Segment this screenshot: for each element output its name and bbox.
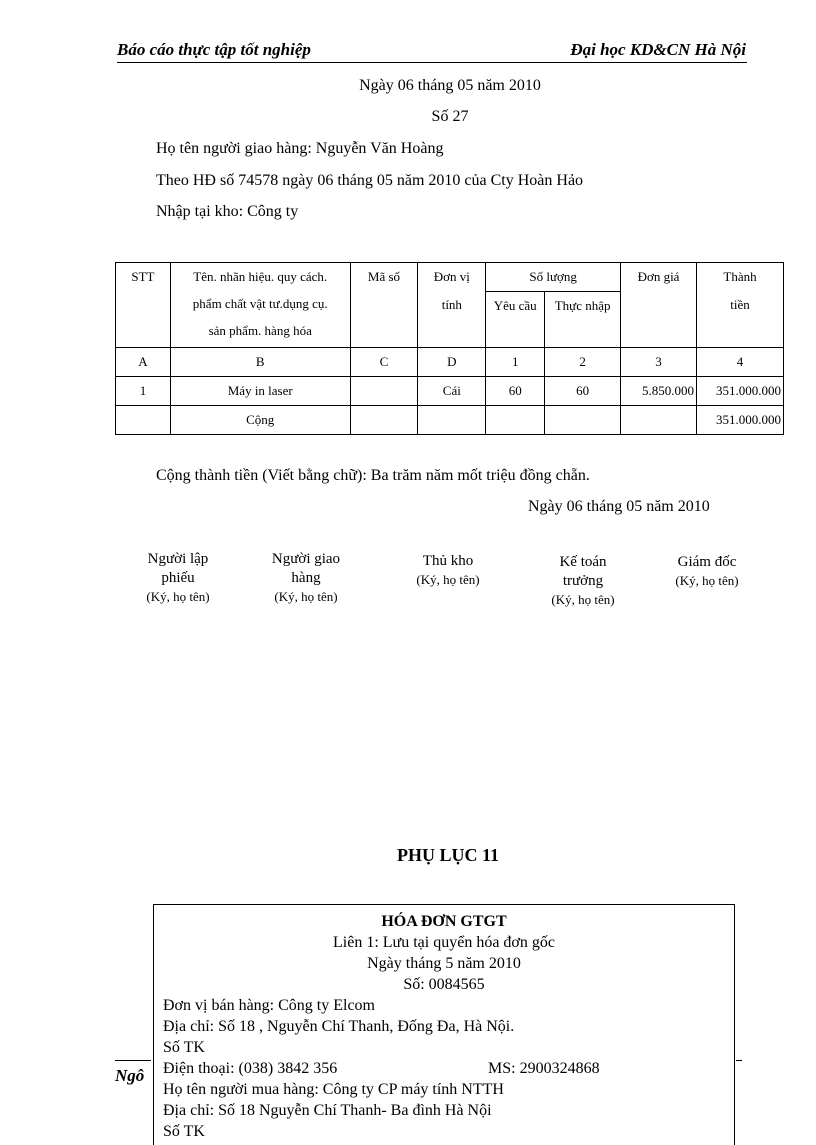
- signature-deliverer: Người giao hàng (Ký, họ tên): [271, 551, 341, 604]
- contract-line: Theo HĐ số 74578 ngày 06 tháng 05 năm 2010 của Cty Hoàn Hảo: [156, 172, 584, 189]
- col-price-header: Đơn giá: [621, 263, 697, 348]
- row-unit: Cái: [418, 377, 486, 406]
- footer-divider-right: [736, 1060, 742, 1061]
- invoice-phone-row: [154, 1058, 734, 1079]
- total-amount: 351.000.000: [696, 406, 783, 435]
- row-amount: 351.000.000: [696, 377, 783, 406]
- invoice-seller: Đơn vị bán hàng: Công ty Elcom: [163, 997, 375, 1014]
- col-stt-header: STT: [116, 263, 171, 348]
- col-qty-required-header: Yêu cầu: [486, 292, 545, 348]
- invoice-phone: Điện thoại: (038) 3842 356: [163, 1060, 338, 1077]
- row-code: [350, 377, 418, 406]
- signature-date: Ngày 06 tháng 05 năm 2010: [528, 498, 710, 515]
- signature-preparer: Người lập phiếu (Ký, họ tên): [146, 551, 210, 604]
- code-cell: 2: [545, 348, 621, 377]
- row-name: Máy in laser: [170, 377, 350, 406]
- receipt-number: Số 27: [431, 108, 469, 125]
- row-qty-required: 60: [486, 377, 545, 406]
- code-cell: A: [116, 348, 171, 377]
- col-name-header: Tên. nhãn hiệu. quy cách. phẩm chất vật tư.dụng cụ. sản phẩm. hàng hóa: [170, 263, 350, 348]
- header-divider: [117, 62, 747, 63]
- footer-divider: [115, 1060, 151, 1061]
- code-cell: B: [170, 348, 350, 377]
- report-title-header: Báo cáo thực tập tốt nghiệp: [117, 40, 311, 59]
- invoice-buyer-account: Số TK: [163, 1123, 205, 1140]
- invoice-number: Số: 0084565: [403, 976, 485, 993]
- row-price: 5.850.000: [621, 377, 697, 406]
- col-code-header: Mã số: [350, 263, 418, 348]
- code-cell: 4: [696, 348, 783, 377]
- col-amount-header: Thành tiền: [696, 263, 783, 348]
- vat-invoice-box: [153, 904, 735, 1145]
- code-cell: 3: [621, 348, 697, 377]
- invoice-seller-address: Địa chỉ: Số 18 , Nguyễn Chí Thanh, Đống Đa, Hà Nội.: [163, 1018, 515, 1035]
- university-header: Đại học KD&CN Hà Nội: [570, 40, 746, 59]
- receipt-date: Ngày 06 tháng 05 năm 2010: [359, 77, 541, 94]
- code-cell: D: [418, 348, 486, 377]
- invoice-copy: Liên 1: Lưu tại quyển hóa đơn gốc: [333, 934, 555, 951]
- col-qty-header: Số lượng: [486, 263, 621, 292]
- invoice-buyer-address: Địa chỉ: Số 18 Nguyễn Chí Thanh- Ba đình Hà Nội: [163, 1102, 492, 1119]
- signature-chief-accountant: Kế toán trưởng (Ký, họ tên): [551, 554, 615, 607]
- appendix-title: PHỤ LỤC 11: [396, 845, 499, 865]
- invoice-account: Số TK: [163, 1039, 205, 1056]
- table-row: [116, 377, 784, 406]
- invoice-date: Ngày tháng 5 năm 2010: [367, 955, 521, 972]
- signature-director: Giám đốc (Ký, họ tên): [675, 554, 739, 588]
- invoice-buyer: Họ tên người mua hàng: Công ty CP máy tính NTTH: [163, 1081, 504, 1098]
- goods-receipt-table: [115, 262, 784, 435]
- table-code-row: [116, 348, 784, 377]
- code-cell: 1: [486, 348, 545, 377]
- invoice-title: HÓA ĐƠN GTGT: [381, 913, 507, 930]
- footer-author-stub: Ngô: [115, 1066, 145, 1085]
- invoice-tax-code: MS: 2900324868: [488, 1060, 600, 1077]
- col-qty-actual-header: Thực nhập: [545, 292, 621, 348]
- code-cell: C: [350, 348, 418, 377]
- deliverer-line: Họ tên người giao hàng: Nguyễn Văn Hoàng: [156, 140, 444, 157]
- signature-storekeeper: Thủ kho (Ký, họ tên): [416, 553, 480, 587]
- col-unit-header: Đơn vị tính: [418, 263, 486, 348]
- amount-in-words: Cộng thành tiền (Viết bằng chữ): Ba trăm năm mốt triệu đồng chẵn.: [156, 467, 590, 484]
- table-header-row: [116, 263, 784, 292]
- row-stt: 1: [116, 377, 171, 406]
- table-total-row: [116, 406, 784, 435]
- row-qty-actual: 60: [545, 377, 621, 406]
- total-label: Cộng: [170, 406, 350, 435]
- warehouse-line: Nhập tại kho: Công ty: [156, 203, 299, 220]
